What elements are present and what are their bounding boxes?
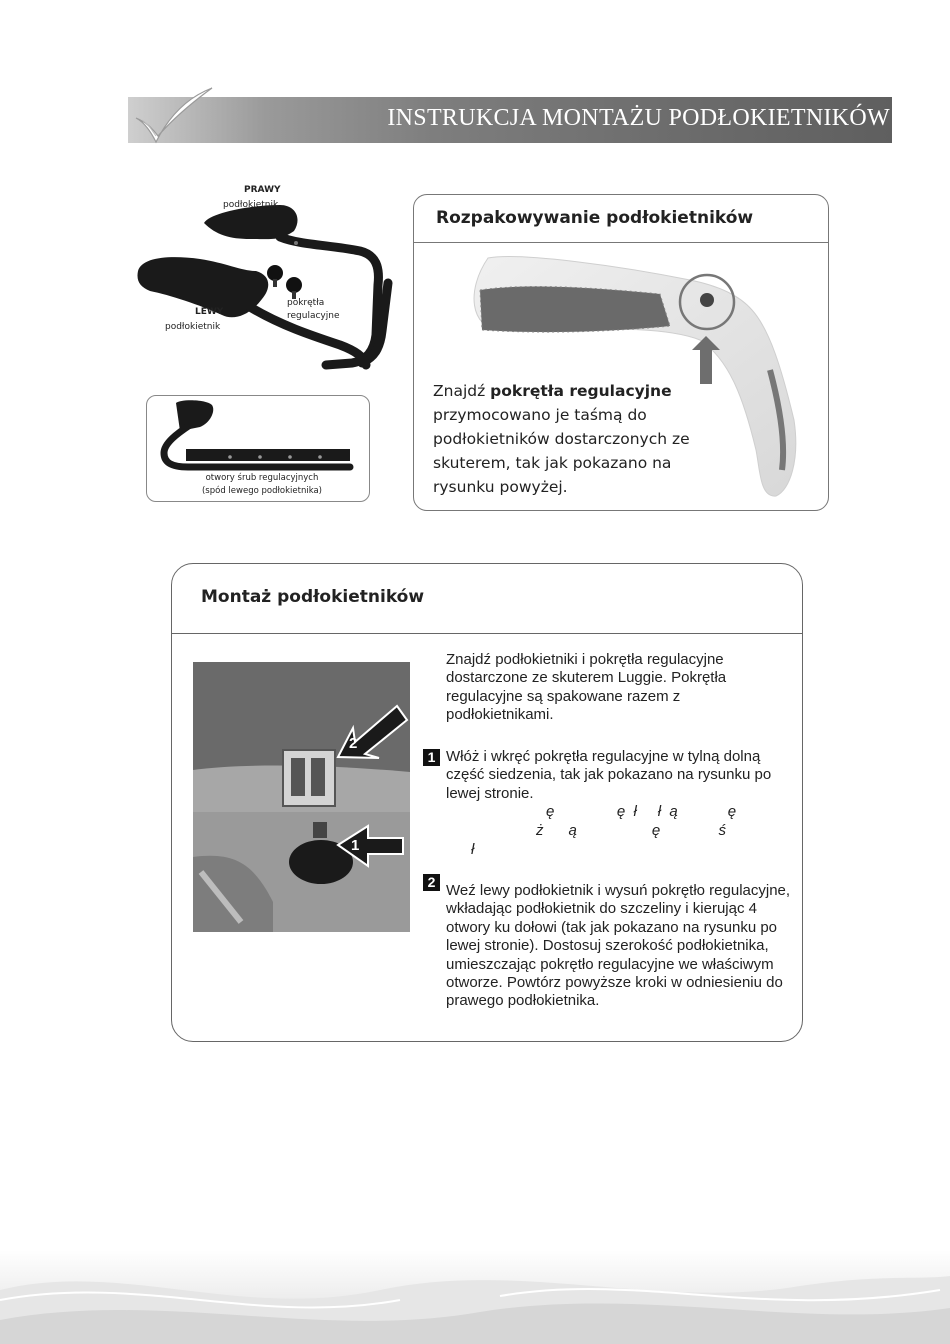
unpacking-text-rest: przymocowano je taśmą do podłokietników dostarczonych ze skuterem, tak jak pokazano na rysunku powyżej.	[433, 406, 690, 496]
stray-glyphs-line2: ż ą ę ś	[536, 822, 727, 839]
knobs-label-line1: pokrętła	[287, 298, 325, 308]
page-title: INSTRUKCJA MONTAŻU PODŁOKIETNIKÓW	[387, 105, 890, 131]
holes-label-line1: otwory śrub regulacyjnych	[205, 473, 319, 483]
mounting-intro: Znajdź podłokietniki i pokrętła regulacyjne dostarczone ze skuterem Luggie. Pokrętła regulacyjne są spakowane razem z podłokietnikami.	[446, 651, 727, 724]
right-armrest-title: PRAWY	[244, 185, 281, 195]
unpacking-instructions	[433, 379, 723, 499]
unpacking-header-divider	[413, 242, 829, 243]
step-2-badge: 2	[423, 874, 440, 891]
armrest-underside-drawing	[150, 395, 365, 475]
holes-label-line2: (spód lewego podłokietnika)	[201, 486, 322, 496]
header-banner	[128, 97, 892, 143]
left-armrest-subtitle: podłokietnik	[165, 322, 221, 332]
mounting-title: Montaż podłokietników	[201, 587, 425, 607]
knobs-label-line2: regulacyjne	[287, 311, 340, 321]
step-1-badge: 1	[423, 749, 440, 766]
right-armrest-subtitle: podłokietnik	[223, 200, 279, 210]
unpacking-title: Rozpakowywanie podłokietników	[436, 208, 754, 228]
checkmark-icon	[132, 84, 216, 148]
stray-glyphs-line3: ł	[471, 841, 475, 858]
footer-wave-decoration	[0, 1250, 950, 1344]
step-2-text: Weź lewy podłokietnik i wysuń pokrętło regulacyjne, wkładając podłokietnik do szczeliny i kierując 4 otwory ku dołowi (tak jak pokazano na rysunku po lewej stronie). Dostosuj szerokość podłokietnika, umieszczając pokrętło regulacyjne we właściwym otworze. Powtórz powyższe kroki w odniesieniu do prawego podłokietnika.	[446, 882, 791, 1010]
photo-arrow-1-label: 1	[351, 837, 360, 854]
stray-glyphs-line1: ę ę ł ł ą ę	[546, 803, 737, 820]
unpacking-text-bold: pokrętła regulacyjne	[490, 382, 672, 400]
unpacking-text-prefix: Znajdź	[433, 382, 491, 400]
photo-arrow-2-label: 2	[349, 735, 358, 752]
step-1-text: Włóż i wkręć pokrętła regulacyjne w tylną dolną część siedzenia, tak jak pokazano na rysunku po lewej stronie.	[446, 748, 772, 802]
left-armrest-title: LEWY	[195, 307, 224, 317]
mounting-header-divider	[171, 633, 803, 634]
seat-knob-photo	[193, 662, 410, 932]
